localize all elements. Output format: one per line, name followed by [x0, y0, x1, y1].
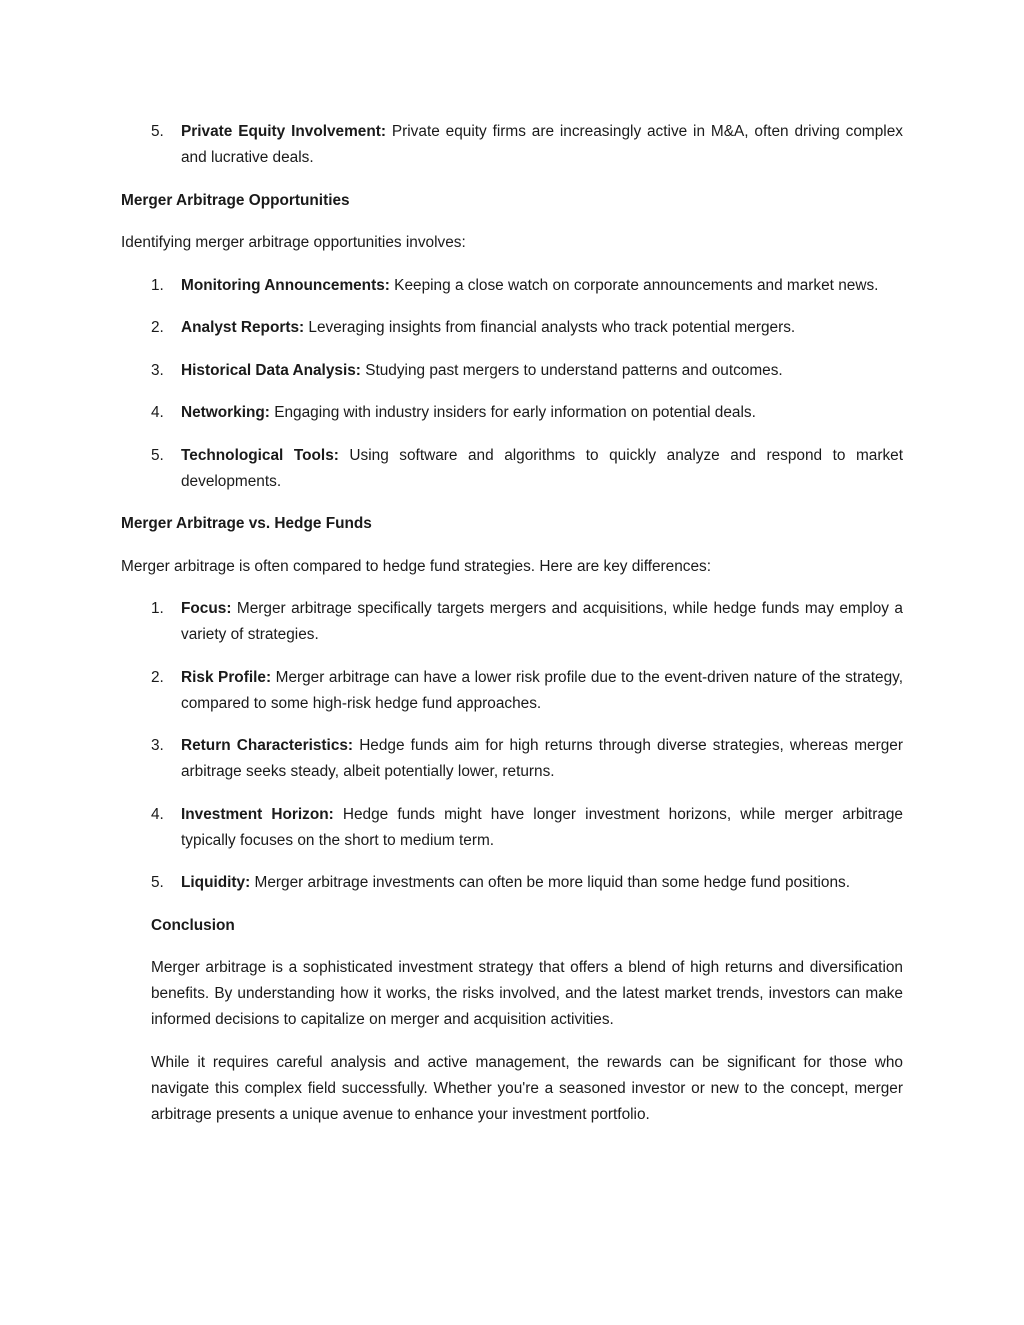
list-number: 1. — [151, 600, 164, 617]
conclusion-paragraph: While it requires careful analysis and active management, the rewards can be significant for those who navigate this complex field successfully. Whether you're a seasoned investor or new to the concept, merger arbitrage presents a unique avenue to enhance your investment portfolio. — [151, 1053, 903, 1123]
list-item-text: Engaging with industry insiders for early information on potential deals. — [269, 404, 756, 421]
list-item — [151, 315, 903, 341]
list-item — [151, 802, 903, 854]
section-heading-vs-hedge-funds: Merger Arbitrage vs. Hedge Funds — [121, 515, 372, 532]
list-item — [151, 400, 903, 426]
conclusion-heading: Conclusion — [151, 916, 235, 934]
list-item-lead: Investment Horizon: — [181, 805, 334, 823]
list-item — [151, 443, 903, 495]
list-item-text: Hedge funds aim for high returns through diverse strategies, whereas merger arbitrage seeks steady, albeit potentially lower, returns. — [181, 737, 903, 780]
list-item-text: Leveraging insights from financial analysts who track potential mergers. — [304, 319, 796, 336]
list-item — [151, 273, 903, 299]
list-item — [151, 870, 903, 896]
list-top — [121, 119, 903, 171]
document-content — [121, 119, 903, 1128]
conclusion-paragraph: Merger arbitrage is a sophisticated investment strategy that offers a blend of high returns and diversification benefits. By understanding how it works, the risks involved, and the latest market trends, investors can make informed decisions to capitalize on merger and acquisition activities. — [151, 959, 903, 1028]
list-number: 3. — [151, 737, 164, 754]
list-item — [151, 596, 903, 648]
list-item-lead: Historical Data Analysis: — [181, 361, 361, 379]
list-item-text: Private equity firms are increasingly active in M&A, often driving complex and lucrative deals. — [181, 123, 903, 166]
list-item-text: Hedge funds might have longer investment horizons, while merger arbitrage typically focuses on the short to medium term. — [181, 805, 903, 849]
list-item — [151, 119, 903, 171]
list-item-lead: Risk Profile: — [181, 668, 272, 686]
list-item-lead: Networking: — [181, 404, 270, 421]
list-item-lead: Technological Tools: — [181, 446, 339, 464]
conclusion-section — [121, 913, 903, 1128]
section-intro-opportunities: Identifying merger arbitrage opportunities involves: — [121, 234, 466, 251]
list-item-lead: Liquidity: — [181, 874, 251, 891]
list-item — [151, 358, 903, 384]
list-item-text: Studying past mergers to understand patterns and outcomes. — [360, 361, 783, 379]
list-number: 2. — [151, 319, 164, 336]
list-number: 3. — [151, 361, 164, 379]
list-item-lead: Monitoring Announcements: — [181, 276, 390, 294]
list-item-lead: Private Equity Involvement: — [181, 123, 387, 140]
list-opportunities — [121, 273, 903, 495]
section-heading-opportunities: Merger Arbitrage Opportunities — [121, 191, 350, 209]
list-number: 2. — [151, 668, 164, 686]
list-item-text: Merger arbitrage specifically targets mergers and acquisitions, while hedge funds may employ a variety of strategies. — [181, 600, 903, 643]
list-number: 1. — [151, 276, 164, 294]
list-item-lead: Analyst Reports: — [181, 319, 305, 336]
list-number: 5. — [151, 874, 164, 891]
list-number: 5. — [151, 446, 164, 464]
list-item-lead: Focus: — [181, 600, 232, 617]
list-item-text: Merger arbitrage investments can often be more liquid than some hedge fund positions. — [250, 874, 850, 891]
list-item-text: Using software and algorithms to quickly analyze and respond to market developments. — [181, 446, 903, 490]
list-number: 5. — [151, 123, 164, 140]
list-differences — [121, 596, 903, 896]
list-item — [151, 665, 903, 717]
list-number: 4. — [151, 805, 164, 823]
list-item — [151, 733, 903, 785]
list-item-text: Keeping a close watch on corporate announcements and market news. — [389, 276, 879, 294]
list-number: 4. — [151, 404, 164, 421]
list-item-lead: Return Characteristics: — [181, 737, 354, 754]
list-item-text: Merger arbitrage can have a lower risk profile due to the event-driven nature of the strategy, compared to some high-risk hedge fund approaches. — [181, 668, 903, 712]
section-intro-vs-hedge-funds: Merger arbitrage is often compared to hedge fund strategies. Here are key differences: — [121, 557, 712, 575]
